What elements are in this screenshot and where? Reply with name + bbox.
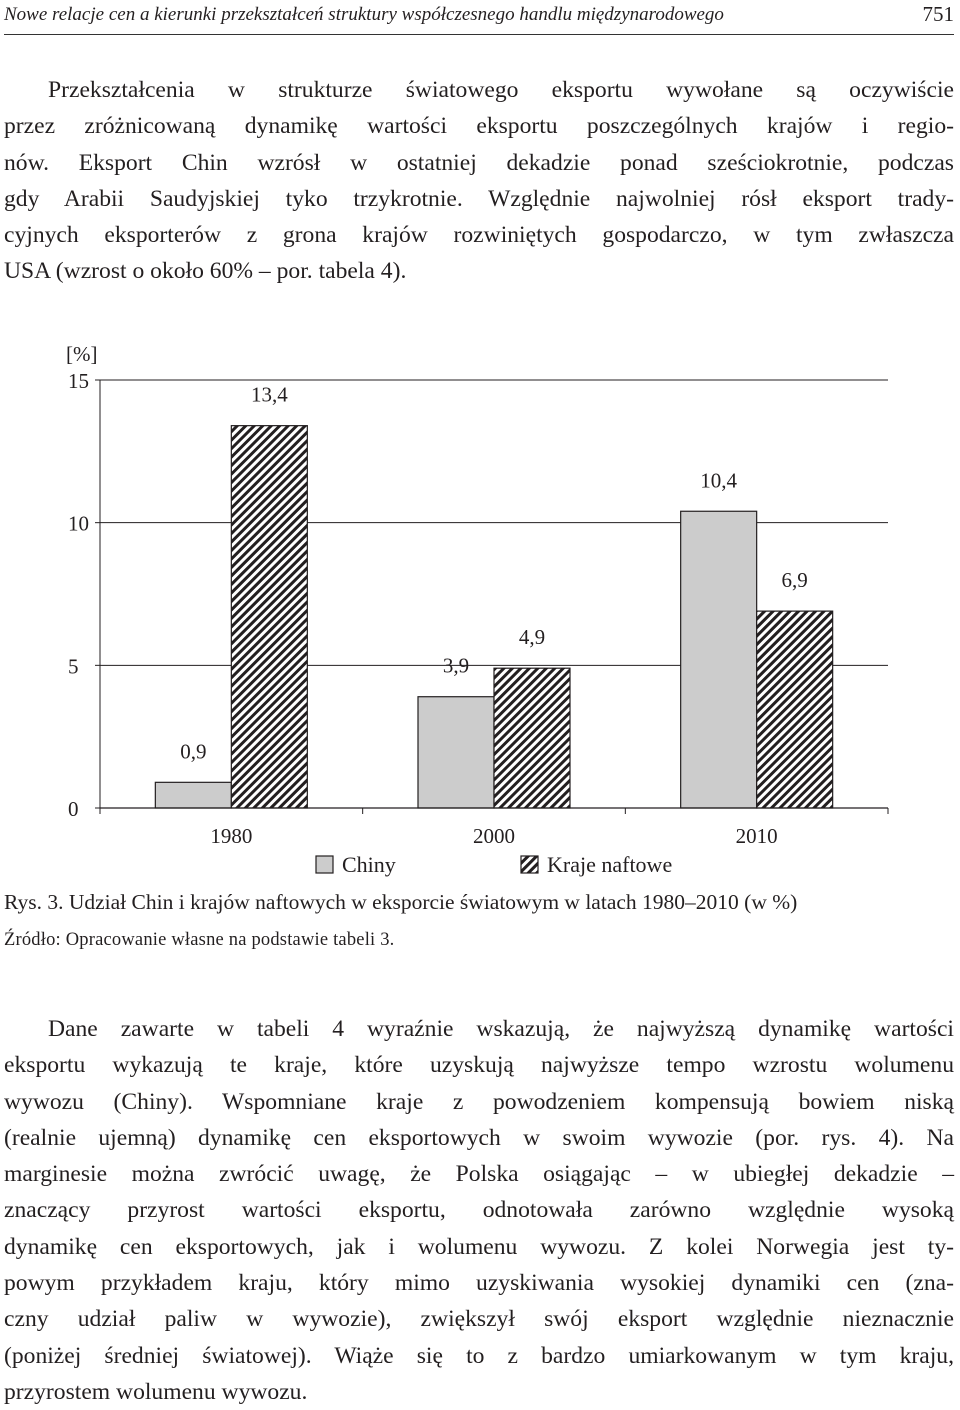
y-tick-label: 15 bbox=[68, 369, 89, 393]
paragraph-line: przez zróżnicowaną dynamikę wartości eksportu poszczególnych krajów i regio- bbox=[4, 113, 954, 140]
paragraph-line: dynamikę cen eksportowych, jak i wolumenu wywozu. Z kolei Norwegia jest ty- bbox=[4, 1233, 954, 1260]
bar-kraje-naftowe-2010 bbox=[757, 611, 833, 808]
paragraph-line: przyrostem wolumenu wywozu. bbox=[4, 1378, 308, 1405]
y-axis-label: [%] bbox=[66, 342, 98, 366]
legend-label: Chiny bbox=[342, 852, 396, 877]
body-paragraph-2 bbox=[4, 1011, 954, 1410]
x-tick-label: 2000 bbox=[473, 824, 515, 848]
data-label: 13,4 bbox=[250, 382, 288, 407]
paragraph-line: eksportu wykazują te kraje, które uzyskują najwyższe tempo wzrostu wolumenu bbox=[4, 1052, 954, 1079]
x-tick-label: 1980 bbox=[210, 824, 253, 848]
bar-kraje-naftowe-1980 bbox=[231, 426, 307, 808]
data-label: 3,9 bbox=[442, 653, 470, 678]
paragraph-line: Dane zawarte w tabeli 4 wyraźnie wskazują, że najwyższą dynamikę wartości bbox=[48, 1016, 954, 1042]
paragraph-line: czny udział paliw w wywozie), zwiększył swój eksport względnie nieznacznie bbox=[4, 1306, 954, 1333]
paragraph-line: znaczący przyrost wartości eksportu, odnotowała zarówno względnie wysoką bbox=[4, 1197, 954, 1224]
paragraph-line: (realnie ujemną) dynamikę cen eksportowych w swoim wywozie (por. rys. 4). Na bbox=[4, 1124, 954, 1151]
paragraph-line: Przekształcenia w strukturze światowego eksportu wywołane są oczywiście bbox=[48, 77, 954, 103]
paragraph-line: powym przykładem kraju, który mimo uzyskiwania wysokiej dynamiki cen (zna- bbox=[4, 1270, 954, 1297]
bar-chart bbox=[0, 330, 960, 890]
page-header bbox=[4, 0, 954, 35]
chart-legend bbox=[316, 852, 672, 877]
data-label: 6,9 bbox=[781, 568, 808, 593]
running-title: Nowe relacje cen a kierunki przekształceń struktury współczesnego handlu międzynarodowego bbox=[4, 4, 724, 25]
figure-source: Źródło: Opracowanie własne na podstawie tabeli 3. bbox=[4, 930, 395, 950]
body-paragraph-1 bbox=[4, 72, 954, 290]
bar-chiny-2000 bbox=[418, 697, 494, 808]
y-tick-label: 10 bbox=[68, 511, 89, 536]
data-label: 10,4 bbox=[700, 468, 738, 493]
bar-chiny-1980 bbox=[155, 782, 231, 808]
paragraph-line: wywozu (Chiny). Wspomniane kraje z powodzeniem kompensują bowiem niską bbox=[4, 1088, 954, 1115]
legend-label: Kraje naftowe bbox=[547, 852, 673, 877]
data-label: 0,9 bbox=[180, 739, 207, 764]
y-tick-label: 0 bbox=[68, 797, 79, 821]
data-label: 4,9 bbox=[518, 625, 546, 650]
bar-chiny-2010 bbox=[681, 511, 757, 808]
bar-kraje-naftowe-2000 bbox=[494, 668, 570, 808]
paragraph-line: cyjnych eksporterów z grona krajów rozwiniętych gospodarczo, w tym zwłaszcza bbox=[4, 222, 954, 249]
legend-swatch-kraje-naftowe bbox=[521, 856, 538, 873]
x-tick-label: 2010 bbox=[735, 824, 778, 848]
paragraph-line: marginesie można zwrócić uwagę, że Polska osiągając – w ubiegłej dekadzie – bbox=[4, 1161, 954, 1188]
figure-caption: Rys. 3. Udział Chin i krajów naftowych w eksporcie światowym w latach 1980–2010 (w %) bbox=[4, 890, 798, 914]
page-number: 751 bbox=[922, 2, 954, 26]
legend-swatch-chiny bbox=[316, 856, 333, 873]
paragraph-line: gdy Arabii Saudyjskiej tyko trzykrotnie. Względnie najwolniej rósł eksport trady- bbox=[4, 185, 954, 212]
paragraph-line: USA (wzrost o około 60% – por. tabela 4). bbox=[4, 258, 407, 285]
paragraph-line: (poniżej średniej światowej). Wiąże się to z bardzo umiarkowanym w tym kraju, bbox=[4, 1342, 954, 1369]
paragraph-line: nów. Eksport Chin wzrósł w ostatniej dekadzie ponad sześciokrotnie, podczas bbox=[4, 149, 954, 176]
y-tick-label: 5 bbox=[68, 654, 79, 679]
